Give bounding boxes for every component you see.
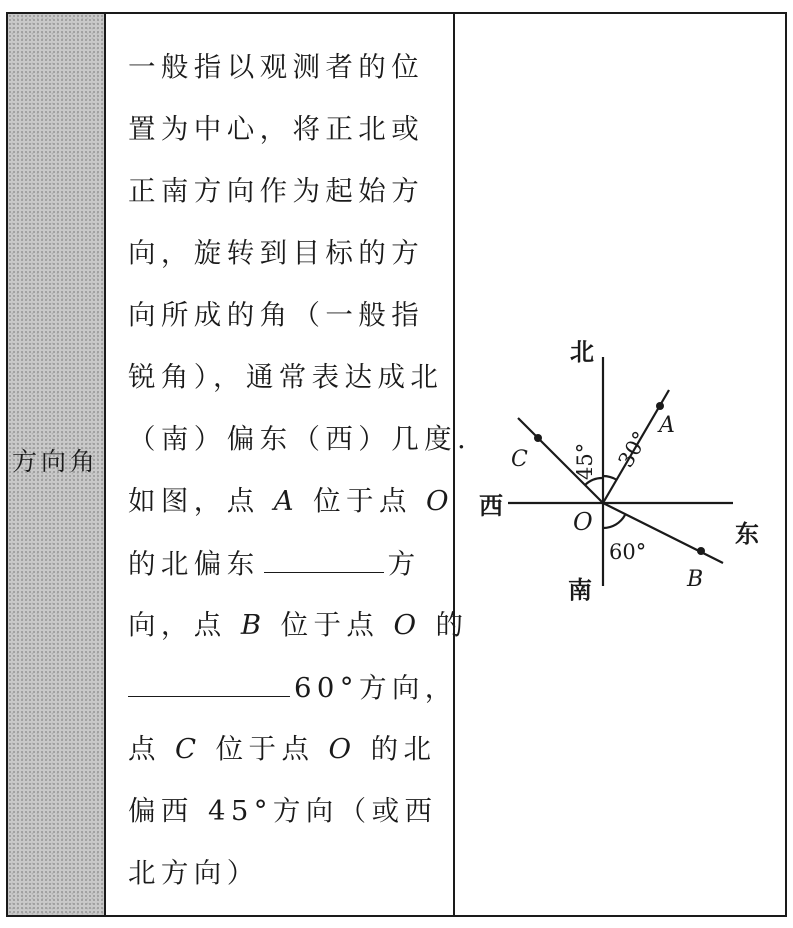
description-line-1: 一般指以观测者的位 bbox=[128, 51, 425, 83]
angle-c-label: 45° bbox=[573, 442, 597, 480]
south-label: 南 bbox=[568, 575, 592, 604]
angle-a-label: 30° bbox=[613, 427, 653, 472]
description-line-9: 的北偏东 方 bbox=[128, 532, 437, 594]
description-line-12: 点 C 位于点 O 的北 bbox=[128, 733, 437, 765]
description-line-10: 向，点 B 位于点 O 的 bbox=[128, 609, 469, 641]
point-a-dot bbox=[656, 402, 664, 410]
description-line-5: 向所成的角（一般指 bbox=[128, 299, 425, 331]
north-label: 北 bbox=[570, 337, 594, 366]
point-b-label: B bbox=[687, 567, 704, 592]
description-line-4: 向，旋转到目标的方 bbox=[128, 237, 425, 269]
description-line-7: （南）偏东（西）几度. bbox=[128, 423, 472, 455]
description-line-2: 置为中心，将正北或 bbox=[128, 113, 425, 145]
description-line-3: 正南方向作为起始方 bbox=[128, 175, 425, 207]
figure-cell bbox=[455, 14, 785, 915]
point-a-label: A bbox=[659, 413, 675, 438]
angle-b-label: 60° bbox=[609, 540, 647, 564]
description-line-8: 如图，点 A 位于点 O bbox=[128, 485, 454, 517]
description-line-11: 60°方向， bbox=[128, 656, 437, 718]
answer-blank-1[interactable] bbox=[264, 532, 384, 573]
term-label: 方向角 bbox=[12, 446, 100, 476]
point-b-dot bbox=[697, 547, 705, 555]
description-line-14: 北方向） bbox=[128, 857, 260, 889]
west-label: 西 bbox=[479, 491, 503, 520]
term-cell bbox=[8, 14, 106, 915]
origin-label: O bbox=[573, 508, 593, 536]
direction-diagram bbox=[455, 14, 785, 915]
east-label: 东 bbox=[735, 519, 759, 548]
point-c-dot bbox=[534, 434, 542, 442]
description-cell bbox=[106, 14, 472, 915]
direction-angle-table bbox=[6, 12, 787, 917]
description-line-13: 偏西 45°方向（或西 bbox=[128, 795, 438, 827]
arc-angle-a bbox=[603, 476, 617, 480]
arc-angle-b bbox=[603, 515, 625, 528]
point-c-label: C bbox=[511, 447, 528, 472]
description-line-6: 锐角），通常表达成北 bbox=[128, 361, 444, 393]
answer-blank-2[interactable] bbox=[128, 656, 290, 697]
